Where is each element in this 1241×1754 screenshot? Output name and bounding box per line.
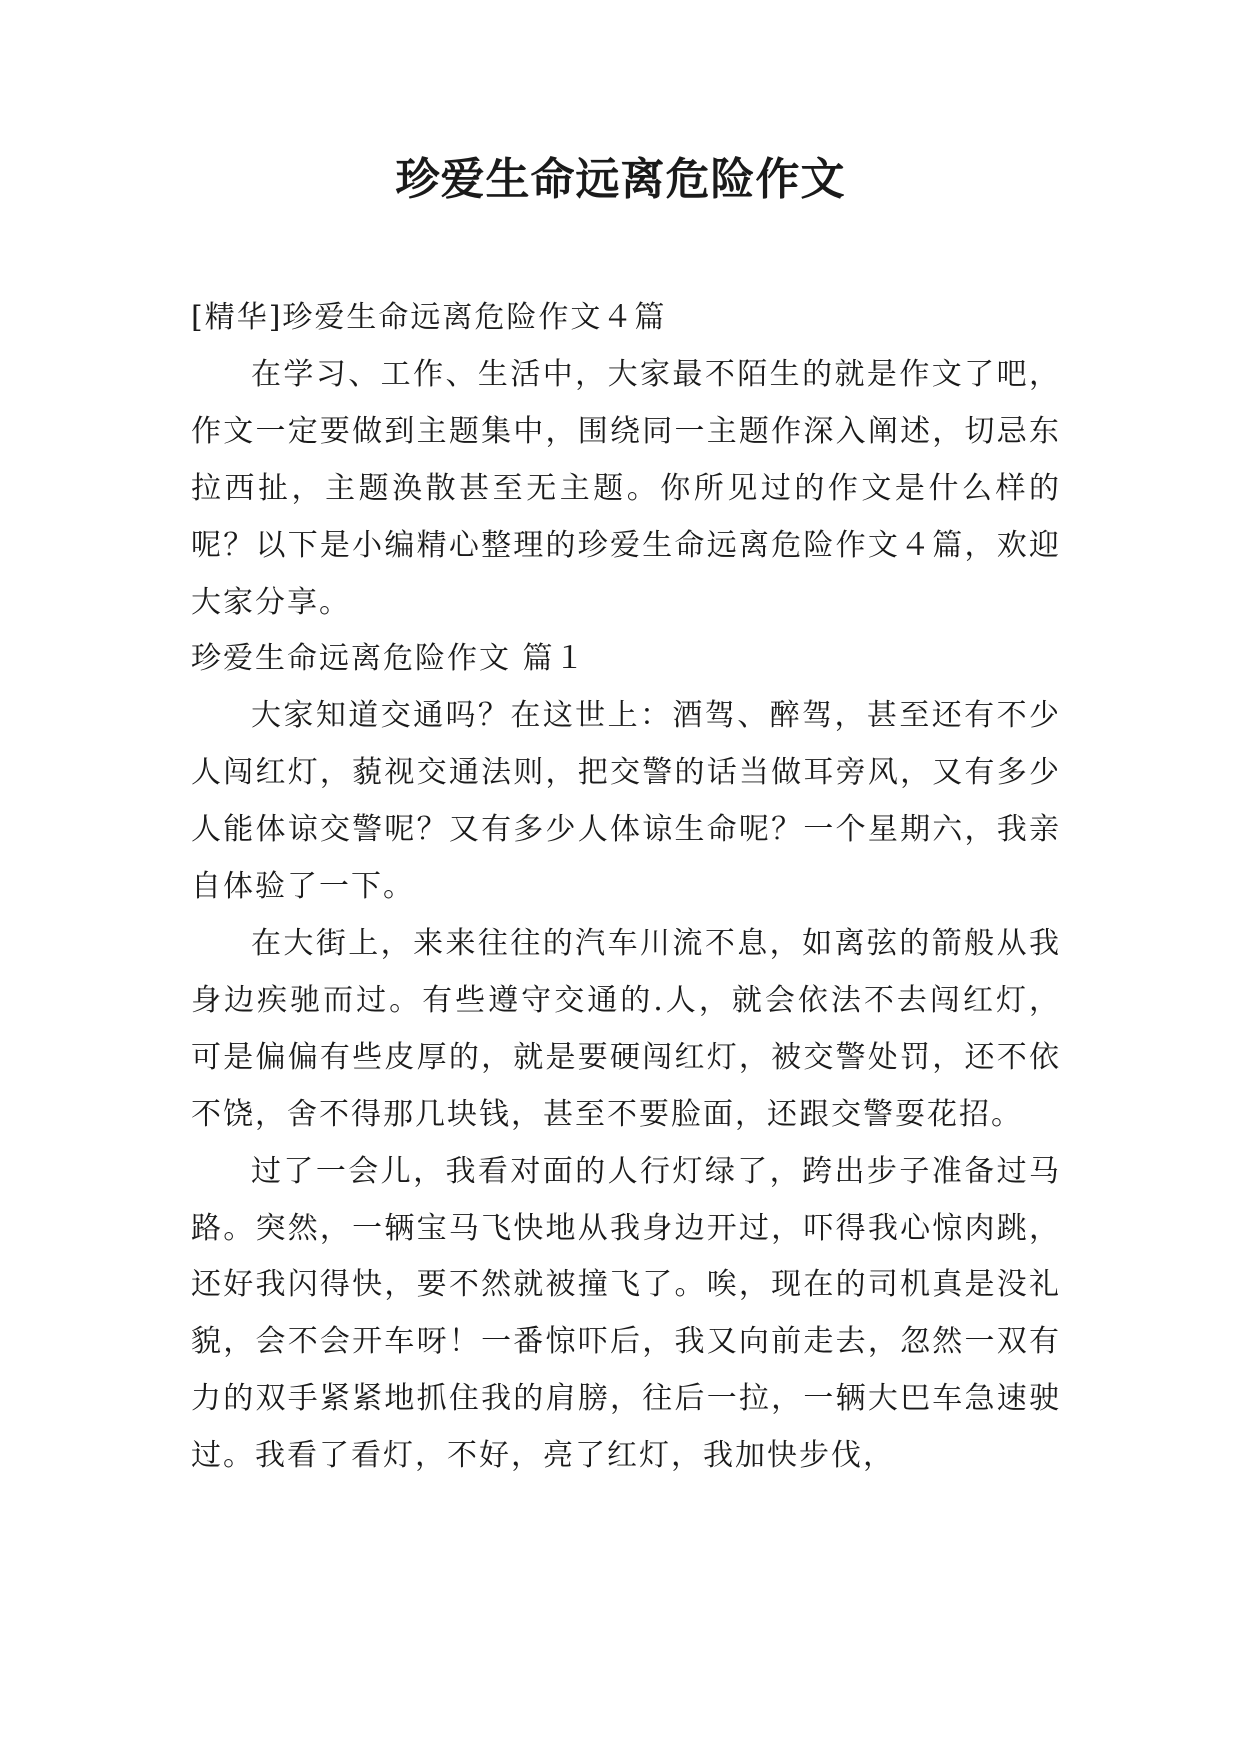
document-title: 珍爱生命远离危险作文 [395, 154, 846, 205]
body-paragraph-3: 过了一会儿，我看对面的人行灯绿了，跨出步子准备过马路。突然，一辆宝马飞快地从我身边开过，吓得我心惊肉跳，还好我闪得快，要不然就被撞飞了。唉，现在的司机真是没礼貌，会不会开车呀！一番惊吓后，我又向前走去，忽然一双有力的双手紧紧地抓住我的肩膀，往后一拉，一辆大巴车急速驶过。我看了看灯，不好，亮了红灯，我加快步伐， [191, 1153, 1061, 1474]
section-heading: 珍爱生命远离危险作文 篇１ [191, 641, 587, 677]
intro-paragraph: 在学习、工作、生活中，大家最不陌生的就是作文了吧，作文一定要做到主题集中，围绕同一主题作深入阐述，切忌东拉西扯，主题涣散甚至无主题。你所见过的作文是什么样的呢？以下是小编精心整理的珍爱生命远离危险作文４篇，欢迎大家分享。 [191, 356, 1061, 620]
body-paragraph-2: 在大街上，来来往往的汽车川流不息，如离弦的箭般从我身边疾驰而过。有些遵守交通的.人，就会依法不去闯红灯，可是偏偏有些皮厚的，就是要硬闯红灯，被交警处罚，还不依不饶，舍不得那几块钱，甚至不要脸面，还跟交警耍花招。 [191, 925, 1061, 1132]
document-body [191, 290, 1061, 1485]
body-paragraph-1: 大家知道交通吗？在这世上：酒驾、醉驾，甚至还有不少人闯红灯，藐视交通法则，把交警的话当做耳旁风，又有多少人能体谅交警呢？又有多少人体谅生命呢？一个星期六，我亲自体验了一下。 [191, 698, 1061, 905]
document-subtitle: [精华]珍爱生命远离危险作文４篇 [191, 300, 667, 335]
